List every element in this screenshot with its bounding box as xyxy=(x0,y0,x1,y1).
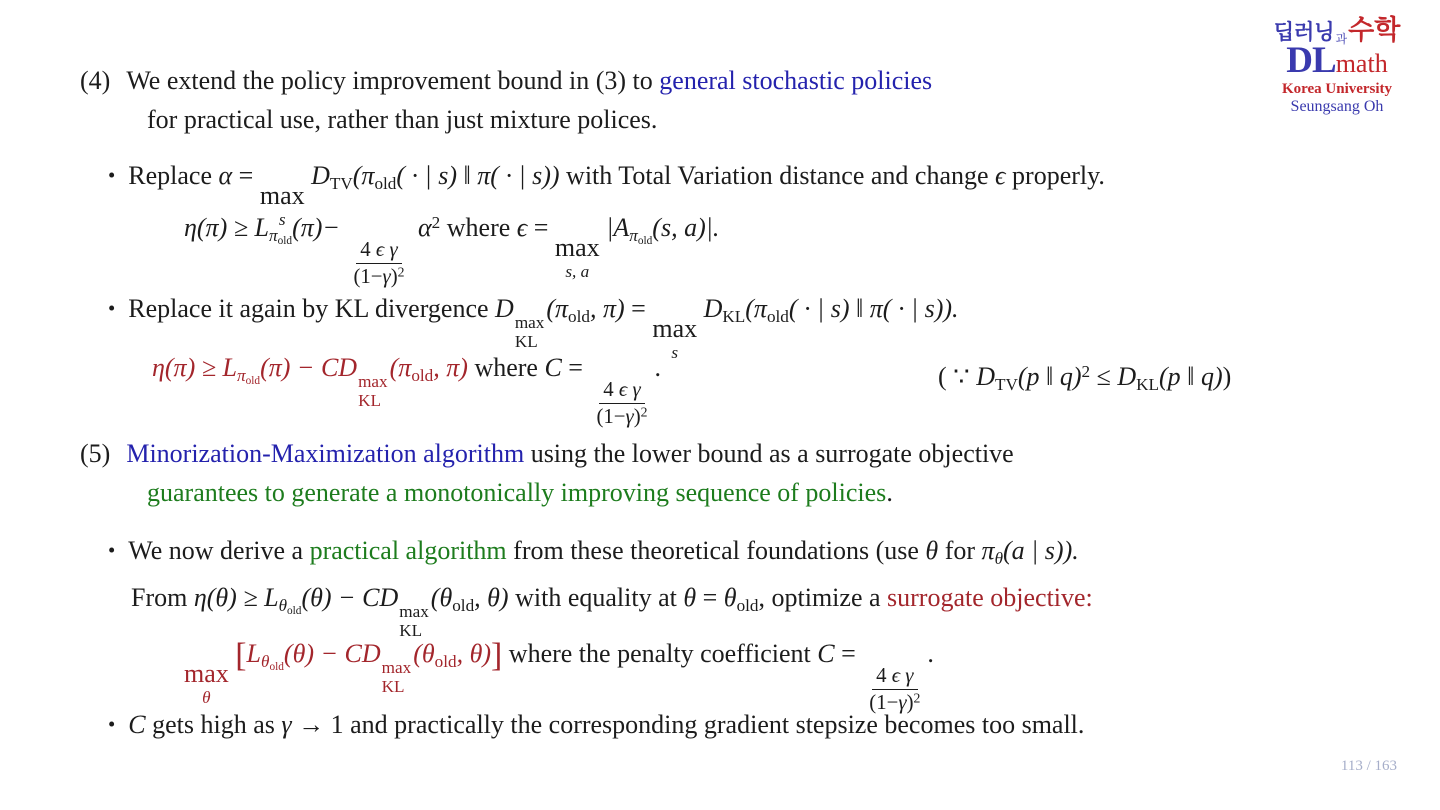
item5-line2 xyxy=(147,478,893,508)
logo-korean-particle: 과 xyxy=(1335,32,1348,46)
equation-kl-note: ( ∵ $D_{TV}(p$ ‖ $q)^2 \le D_{KL}(p$ ‖ q)) xyxy=(938,361,1232,394)
bullet-icon: • xyxy=(108,538,116,562)
equation-tv: $\eta(\pi) \ge L_{\pi_{old}}(\pi)-$ $\frac{\text{4 ϵ γ}}{(1-\gamma)^2}$ $\alpha^2$ where ϵ = max s, a $|A_{\pi_{old}}(s$, a)|. xyxy=(184,212,720,288)
bullet-kl xyxy=(108,294,959,361)
logo-korean-deeplearning: 딥러닝 xyxy=(1273,20,1335,44)
logo-latin-row xyxy=(1262,42,1412,81)
logo-author: Seungsang Oh xyxy=(1290,97,1384,115)
bullet-icon: • xyxy=(108,296,116,320)
page-number: 113 / 163 xyxy=(1340,758,1397,774)
bullet-icon: • xyxy=(108,163,116,187)
logo-korean-row xyxy=(1262,16,1412,44)
logo-university: Korea University xyxy=(1281,81,1393,98)
item5-line1 xyxy=(80,439,1014,469)
item5-line1-highlight: Minorization-Maximization algorithm xyxy=(126,439,525,468)
bullet-stepsize xyxy=(108,710,1084,740)
bullet-practical-math: We now derive a practical algorithm from these theoretical foundations (use θ for $\pi_\theta(a$ | s)). xyxy=(128,536,1079,568)
item5-line2-green: guarantees to generate a monotonically improving sequence of policies xyxy=(147,478,887,507)
equation-kl-red: $\eta(\pi) \ge L_{\pi_{old}}(\pi)$ − CD max KL ($\pi_{old}$, π) xyxy=(152,353,468,410)
logo-math-text: math xyxy=(1335,49,1388,79)
item4-line2: for practical use, rather than just mixture polices. xyxy=(147,105,658,134)
equation-max-red: max θ [$L_{\theta_{old}}(\theta)$ − CD max KL ($\theta_{old}$, θ)] xyxy=(184,637,503,707)
item5-line2-period: . xyxy=(886,478,893,507)
dlmath-logo xyxy=(1262,16,1412,116)
equation-max xyxy=(184,637,934,716)
bullet-stepsize-math: C gets high as γ → 1 and practically the corresponding gradient stepsize becomes too small. xyxy=(128,710,1085,739)
item5-marker: (5) xyxy=(80,439,111,468)
bullet-practical xyxy=(108,536,1079,566)
item4-line1 xyxy=(80,66,932,96)
item4-marker: (4) xyxy=(80,66,111,95)
bullet-icon: • xyxy=(108,712,116,736)
equation-kl-where: where C = $\frac{\text{4 ϵ γ}}{(1-\gamma)^2}$ . xyxy=(467,353,662,428)
item4-line1-highlight: general stochastic policies xyxy=(659,66,933,95)
item4-line1-text: We extend the policy improvement bound in (3) to xyxy=(126,66,660,95)
bullet-tv-math: Replace α = max s $D_{TV}(\pi_{old}$( · | s) ‖ π( · | s)) with Total Variation distance and change ϵ properly. xyxy=(128,161,1105,229)
logo-korean-math: 수학 xyxy=(1348,15,1401,45)
item5-line1-text: using the lower bound as a surrogate objective xyxy=(524,439,1014,468)
equation-max-where: where the penalty coefficient C = $\frac{\text{4 ϵ γ}}{(1-\gamma)^2}$ . xyxy=(502,638,934,714)
line-from: From $\eta(\theta) \ge L_{\theta_{old}}(\theta)$ − CD max KL ($\theta_{old}$, θ) with equality at $\theta = \theta_{old}$, optimize a surrogate objective: xyxy=(131,583,1093,640)
equation-kl xyxy=(152,353,661,430)
logo-dl-text: DL xyxy=(1286,40,1336,82)
bullet-kl-math: Replace it again by KL divergence D max KL ($\pi_{old}$, π) = max s $D_{KL}(\pi_{old}$( · | s) ‖ π( · | s)). xyxy=(128,294,959,362)
